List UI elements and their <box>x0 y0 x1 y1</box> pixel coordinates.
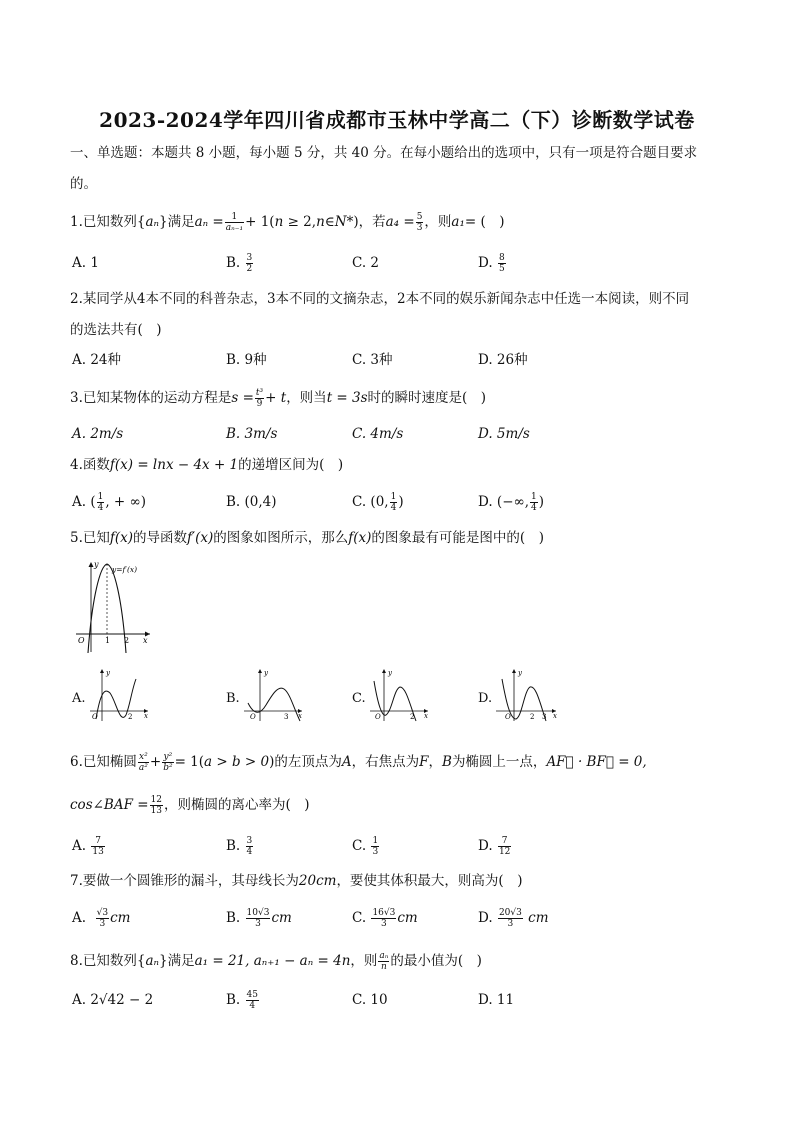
svg-text:O: O <box>250 713 256 721</box>
q5-option-d[interactable]: D. <box>478 691 493 706</box>
svg-text:2: 2 <box>128 713 133 721</box>
svg-text:O: O <box>375 713 381 721</box>
question-2-stem-line2: 的选法共有( ) <box>70 322 162 338</box>
q3-option-c[interactable]: C. 4m/s <box>352 426 404 442</box>
q5-option-c-graph[interactable] <box>366 665 436 723</box>
graph-y-label: y <box>94 560 99 569</box>
q7-option-d[interactable]: D. $\frac{20√3}{3}$ cm <box>478 908 549 929</box>
svg-text:x: x <box>144 712 148 720</box>
q2-option-d[interactable]: D. 26种 <box>478 352 528 368</box>
question-6-stem-line1: 6.已知椭圆 $\frac{\text{x²}}{\text{a²}}$ + $\frac{\text{y²}}{\text{b²}}$ = 1(a > b > 0)的左顶点为A，右焦点为F，B为椭圆上一点，AF⃗ · BF⃗ = 0, <box>70 752 647 773</box>
q1-option-b[interactable]: B. $\frac{3}{2}$ <box>226 253 253 274</box>
q5-option-b[interactable]: B. <box>226 691 240 706</box>
q6-option-b[interactable]: B. $\frac{3}{4}$ <box>226 836 253 857</box>
question-1-stem: 1.已知数列{aₙ}满足aₙ = $\frac{1}{\text{aₙ₋₁}}$ + 1(n ≥ 2,n∈N*)，若a₄ = $\frac{5}{3}$ ，则a₁= ( ) <box>70 212 505 233</box>
graph-tick-1: 1 <box>105 636 111 645</box>
q3-option-a[interactable]: A. 2m/s <box>72 426 124 442</box>
question-7-stem: 7.要做一个圆锥形的漏斗，其母线长为20cm，要使其体积最大，则高为( ) <box>70 873 523 889</box>
q4-option-c[interactable]: C. (0, $\frac{1}{4}$ ) <box>352 492 404 513</box>
q3-option-d[interactable]: D. 5m/s <box>478 426 530 442</box>
q2-option-b[interactable]: B. 9种 <box>226 352 267 368</box>
q6-option-d[interactable]: D. $\frac{7}{12}$ <box>478 836 511 857</box>
q1-option-c[interactable]: C. 2 <box>352 255 380 271</box>
svg-text:2: 2 <box>410 713 415 721</box>
q7-option-a[interactable]: A. $\frac{√3}{3}$ cm <box>72 908 131 929</box>
graph-x-label: x <box>143 636 148 645</box>
q1-option-a[interactable]: A. 1 <box>72 255 99 271</box>
q4-option-d[interactable]: D. (−∞, $\frac{1}{4}$ ) <box>478 492 545 513</box>
svg-text:x: x <box>553 712 557 720</box>
q8-option-d[interactable]: D. 11 <box>478 992 515 1008</box>
question-2-stem-line1: 2.某同学从4本不同的科普杂志，3本不同的文摘杂志，2本不同的娱乐新闻杂志中任选一本阅读，则不同 <box>70 291 690 307</box>
derivative-graph <box>72 558 162 654</box>
graph-curve-label: y=f′(x) <box>112 565 138 574</box>
q2-option-a[interactable]: A. 24种 <box>72 352 122 368</box>
q3-option-b[interactable]: B. 3m/s <box>226 426 278 442</box>
q5-option-a-graph[interactable] <box>86 665 156 723</box>
q8-option-b[interactable]: B. $\frac{45}{4}$ <box>226 990 258 1011</box>
question-6-stem-line2: cos∠BAF = $\frac{12}{13}$ ，则椭圆的离心率为( ) <box>70 795 310 816</box>
svg-text:O: O <box>505 713 511 721</box>
q4-option-a[interactable]: A. ( $\frac{1}{4}$ , + ∞) <box>72 492 147 513</box>
svg-text:y: y <box>106 669 110 677</box>
question-5-stem: 5.已知f(x)的导函数f′(x)的图象如图所示，那么f(x)的图象最有可能是图中的( ) <box>70 530 544 546</box>
graph-origin-label: O <box>78 636 85 645</box>
q5-option-c[interactable]: C. <box>352 691 366 706</box>
svg-text:x: x <box>424 712 428 720</box>
q6-option-a[interactable]: A. $\frac{7}{13}$ <box>72 836 104 857</box>
q5-option-d-graph[interactable] <box>492 665 564 723</box>
question-3-stem: 3.已知某物体的运动方程是s = $\frac{\text{t³}}{9}$ + t，则当t = 3s时的瞬时速度是( ) <box>70 388 487 409</box>
q8-option-c[interactable]: C. 10 <box>352 992 388 1008</box>
q5-option-b-graph[interactable] <box>240 665 310 723</box>
svg-text:2: 2 <box>530 713 535 721</box>
svg-text:3: 3 <box>284 713 289 721</box>
question-4-stem: 4.函数f(x) = lnx − 4x + 1的递增区间为( ) <box>70 457 344 473</box>
q4-option-b[interactable]: B. (0,4) <box>226 494 277 510</box>
q5-option-a[interactable]: A. <box>72 691 86 706</box>
svg-text:y: y <box>518 669 522 677</box>
svg-text:3: 3 <box>542 713 547 721</box>
q8-option-a[interactable]: A. 2√42 − 2 <box>72 992 154 1008</box>
graph-tick-2: 2 <box>124 636 130 645</box>
svg-text:x: x <box>298 712 302 720</box>
q7-option-b[interactable]: B. $\frac{10√3}{3}$ cm <box>226 908 292 929</box>
section-header-line1: 一、单选题：本题共 8 小题，每小题 5 分，共 40 分。在每小题给出的选项中，只有一项是符合题目要求 <box>70 145 698 161</box>
page-title: 2023-2024学年四川省成都市玉林中学高二（下）诊断数学试卷 <box>99 108 695 132</box>
svg-text:y: y <box>388 669 392 677</box>
q6-option-c[interactable]: C. $\frac{1}{3}$ <box>352 836 379 857</box>
section-header-line2: 的。 <box>70 176 97 192</box>
svg-text:y: y <box>264 669 268 677</box>
q1-option-d[interactable]: D. $\frac{8}{5}$ <box>478 253 505 274</box>
q2-option-c[interactable]: C. 3种 <box>352 352 393 368</box>
svg-text:O: O <box>92 713 98 721</box>
q7-option-c[interactable]: C. $\frac{16√3}{3}$ cm <box>352 908 418 929</box>
question-8-stem: 8.已知数列{aₙ}满足a₁ = 21, aₙ₊₁ − aₙ = 4n，则 $\frac{\text{aₙ}}{n}$ 的最小值为( ) <box>70 951 482 972</box>
